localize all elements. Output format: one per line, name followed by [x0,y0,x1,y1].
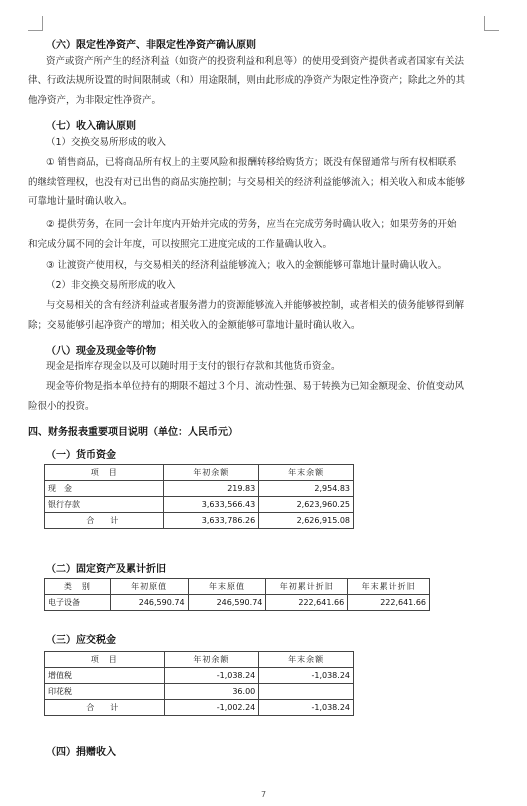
paragraph-line: ② 提供劳务，在同一会计年度内开始并完成的劳务，应当在完成劳务时确认收入；如果劳务的开始 [46,219,457,230]
section-heading-donation-income: （四）捐赠收入 [46,747,116,758]
table-cell: 219.83 [164,481,259,497]
table-cell: 246,590.74 [110,595,188,611]
table-header-cell: 项 目 [45,652,165,668]
paragraph-line: 现金等价物是指本单位持有的期限不超过３个月、流动性强、易于转换为已知金额现金、价值变动风 [46,381,465,392]
table-cell: 电子设备 [45,595,111,611]
table-row [45,684,354,700]
table-cell: 现 金 [45,481,164,497]
section-heading-revenue-recognition: （七）收入确认原则 [46,121,136,132]
paragraph-line: 可靠地计量时确认收入。 [28,196,133,207]
table-header-cell: 年初累计折旧 [266,579,348,595]
table-row [45,668,354,684]
table-cell: 合 计 [45,700,165,716]
paragraph-line: （1）交换交易所形成的收入 [46,137,167,148]
section-heading-fixed-assets: （二）固定资产及累计折旧 [46,564,166,575]
paragraph-line: ① 销售商品，已将商品所有权上的主要风险和报酬转移给购货方；既没有保留通常与所有权相联系 [46,157,457,168]
page-number: 7 [260,790,267,799]
table-cell: 3,633,786.26 [164,513,259,529]
paragraph-line: 除；交易能够引起净资产的增加；相关收入的金额能够可靠地计量时确认收入。 [28,320,361,331]
table-cell: 222,641.66 [266,595,348,611]
table-header-row [45,652,354,668]
table-header-cell: 年末累计折旧 [348,579,430,595]
paragraph-line: 的继续管理权，也没有对已出售的商品实施控制；与交易相关的经济利益能够流入；相关收入和成本能够 [28,177,466,188]
section-heading-cash: （一）货币资金 [46,450,116,461]
table-row [45,497,354,513]
table-header-cell: 类 别 [45,579,111,595]
table-cell: 印花税 [45,684,165,700]
paragraph-line: 与交易相关的含有经济利益或者服务潜力的资源能够流入并能够被控制，或者相关的债务能够得到解 [46,300,465,311]
table-header-cell: 项 目 [45,465,164,481]
table-cell: -1,038.24 [259,700,354,716]
table-row [45,481,354,497]
cash-table [44,464,354,529]
table-cell: 3,633,566.43 [164,497,259,513]
table-header-cell: 年末余额 [259,652,354,668]
paragraph-line: ③ 让渡资产使用权，与交易相关的经济利益能够流入；收入的金额能够可靠地计量时确认收入。 [46,260,448,271]
table-cell: -1,038.24 [259,668,354,684]
table-row [45,595,430,611]
table-header-row [45,579,430,595]
table-header-cell: 年初原值 [110,579,188,595]
crop-mark-top-right [484,16,499,31]
table-cell: 2,626,915.08 [259,513,354,529]
table-cell: 合 计 [45,513,164,529]
part-heading-financial-notes: 四、财务报表重要项目说明（单位：人民币元） [28,427,238,438]
table-row-total [45,513,354,529]
table-header-cell: 年末原值 [188,579,266,595]
paragraph-line: 他净资产，为非限定性净资产。 [28,95,162,106]
paragraph-line: 律、行政法规所设置的时间限制或（和）用途限制，则由此形成的净资产为限定性净资产；除此之外的其 [28,75,466,86]
table-header-cell: 年初余额 [164,465,259,481]
fixed-assets-table [44,578,430,611]
taxes-table [44,651,354,716]
table-cell: 222,641.66 [348,595,430,611]
table-header-cell: 年末余额 [259,465,354,481]
table-cell: 银行存款 [45,497,164,513]
paragraph-line: 资产或资产所产生的经济利益（如资产的投资利益和利息等）的使用受到资产提供者或者国家有关法 [46,56,465,67]
table-cell: 增值税 [45,668,165,684]
section-heading-cash-equivalents: （八）现金及现金等价物 [46,346,156,357]
table-cell: -1,002.24 [164,700,259,716]
paragraph-line: 和完成分属不同的会计年度，可以按照完工进度完成的工作量确认收入。 [28,239,333,250]
table-cell: -1,038.24 [164,668,259,684]
table-cell: 2,623,960.25 [259,497,354,513]
section-heading-restricted-net-assets: （六）限定性净资产、非限定性净资产确认原则 [46,40,256,51]
table-row-total [45,700,354,716]
paragraph-line: 险很小的投资。 [28,401,95,412]
table-cell: 2,954.83 [259,481,354,497]
table-cell: 36.00 [164,684,259,700]
table-cell [259,684,354,700]
table-header-row [45,465,354,481]
table-header-cell: 年初余额 [164,652,259,668]
paragraph-line: 现金是指库存现金以及可以随时用于支付的银行存款和其他货币资金。 [46,361,341,372]
table-cell: 246,590.74 [188,595,266,611]
paragraph-line: （2）非交换交易所形成的收入 [46,280,176,291]
crop-mark-top-left [28,16,43,31]
section-heading-taxes-payable: （三）应交税金 [46,635,116,646]
